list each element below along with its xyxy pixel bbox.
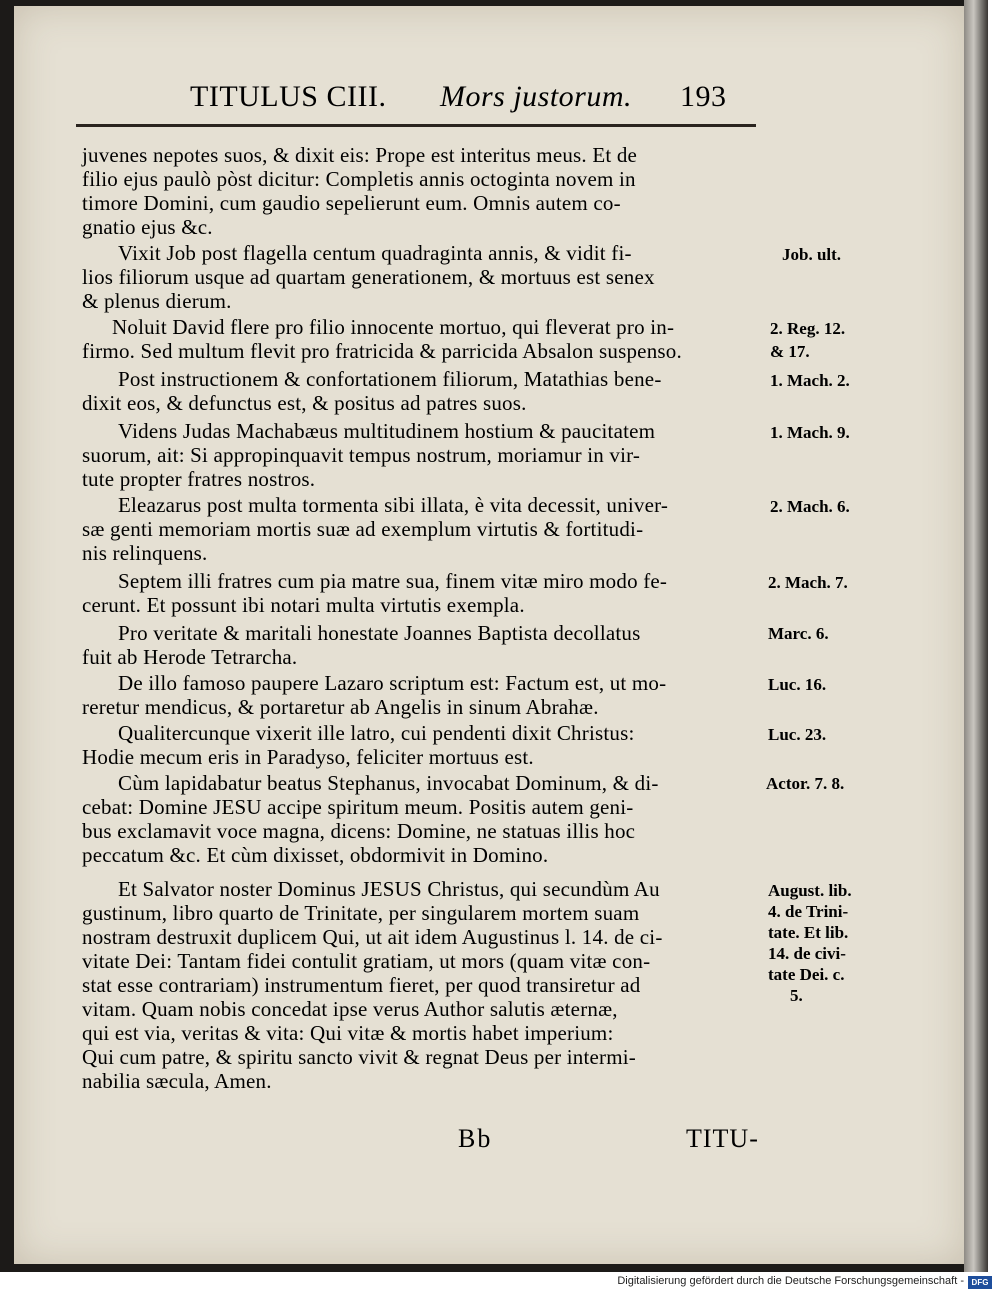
- margin-note: Actor. 7. 8.: [766, 774, 845, 793]
- text-line: juvenes nepotes suos, & dixit eis: Prope est interitus meus. Et de: [82, 143, 638, 167]
- page-number: 193: [680, 80, 727, 113]
- margin-note: 5.: [790, 986, 803, 1005]
- text-line: bus exclamavit voce magna, dicens: Domine, ne statuas illis hoc: [82, 819, 636, 843]
- text-line: sæ genti memoriam mortis suæ ad exemplum virtutis & fortitudi-: [82, 517, 644, 541]
- text-line: Septem illi fratres cum pia matre sua, finem vitæ miro modo fe-: [118, 569, 668, 593]
- text-line: filio ejus paulò pòst dicitur: Completis annis octoginta novem in: [82, 167, 636, 191]
- text-line: nis relinquens.: [82, 541, 208, 565]
- margin-note: 2. Reg. 12.: [770, 319, 846, 338]
- margin-note: August. lib.: [768, 881, 852, 900]
- digitization-credit: Digitalisierung gefördert durch die Deutsche Forschungsgemeinschaft -: [617, 1275, 964, 1287]
- text-line: tute propter fratres nostros.: [82, 467, 316, 491]
- text-line: Videns Judas Machabæus multitudinem hostium & paucitatem: [118, 419, 656, 443]
- dfg-logo-icon[interactable]: DFG: [968, 1276, 992, 1289]
- text-line: & plenus dierum.: [82, 289, 232, 313]
- margin-note: Luc. 23.: [768, 725, 827, 744]
- text-line: vitam. Quam nobis concedat ipse verus Author salutis æternæ,: [82, 997, 618, 1021]
- catchword: TITU-: [686, 1124, 759, 1153]
- text-line: reretur mendicus, & portaretur ab Angelis in sinum Abrahæ.: [82, 695, 599, 719]
- text-line: Vixit Job post flagella centum quadraginta annis, & vidit fi-: [118, 241, 632, 265]
- text-line: Hodie mecum eris in Paradyso, feliciter mortuus est.: [82, 745, 534, 769]
- margin-note: 1. Mach. 9.: [770, 423, 850, 442]
- margin-note: Job. ult.: [782, 245, 842, 264]
- running-header: [190, 80, 750, 124]
- text-line: nabilia sæcula, Amen.: [82, 1069, 272, 1093]
- margin-note: Luc. 16.: [768, 675, 827, 694]
- margin-note: Marc. 6.: [768, 624, 829, 643]
- text-line: dixit eos, & defunctus est, & positus ad patres suos.: [82, 391, 527, 415]
- text-line: De illo famoso paupere Lazaro scriptum est: Factum est, ut mo-: [118, 671, 667, 695]
- text-line: Cùm lapidabatur beatus Stephanus, invocabat Dominum, & di-: [118, 771, 659, 795]
- text-line: Eleazarus post multa tormenta sibi illata, è vita decessit, univer-: [118, 493, 669, 517]
- text-line: Et Salvator noster Dominus JESUS Christus, qui secundùm Au: [118, 877, 660, 901]
- text-line: cebat: Domine JESU accipe spiritum meum. Positis autem geni-: [82, 795, 634, 819]
- text-line: Qui cum patre, & spiritu sancto vivit & regnat Deus per intermi-: [82, 1045, 637, 1069]
- signature-mark: Bb: [458, 1124, 493, 1153]
- text-line: Noluit David flere pro filio innocente mortuo, qui fleverat pro in-: [112, 315, 675, 339]
- text-line: Pro veritate & maritali honestate Joannes Baptista decollatus: [118, 621, 641, 645]
- margin-note: 14. de civi-: [768, 944, 846, 963]
- text-line: vitate Dei: Tantam fidei contulit gratiam, ut mors (quam vitæ con-: [82, 949, 651, 973]
- margin-note: 1. Mach. 2.: [770, 371, 850, 390]
- text-line: gnatio ejus &c.: [82, 215, 213, 239]
- margin-note: & 17.: [770, 342, 810, 361]
- margin-note: 4. de Trini-: [768, 902, 849, 921]
- book-page-edge: [964, 0, 988, 1272]
- text-line: cerunt. Et possunt ibi notari multa virtutis exempla.: [82, 593, 525, 617]
- text-line: Post instructionem & confortationem filiorum, Matathias bene-: [118, 367, 662, 391]
- header-subtitle: Mors justorum.: [440, 80, 633, 113]
- text-line: nostram destruxit duplicem Qui, ut ait idem Augustinus l. 14. de ci-: [82, 925, 663, 949]
- text-line: firmo. Sed multum flevit pro fratricida & parricida Absalon suspenso.: [82, 339, 682, 363]
- text-line: qui est via, veritas & vita: Qui vitæ & mortis habet imperium:: [82, 1021, 614, 1045]
- text-line: lios filiorum usque ad quartam generationem, & mortuus est senex: [82, 265, 655, 289]
- header-title: TITULUS CIII.: [190, 80, 387, 113]
- margin-note: tate. Et lib.: [768, 923, 849, 942]
- text-line: Qualitercunque vixerit ille latro, cui pendenti dixit Christus:: [118, 721, 635, 745]
- text-line: stat esse contrariam) instrumentum fieret, per quod transiretur ad: [82, 973, 641, 997]
- text-line: fuit ab Herode Tetrarcha.: [82, 645, 298, 669]
- text-line: suorum, ait: Si appropinquavit tempus nostrum, moriamur in vir-: [82, 443, 641, 467]
- text-line: peccatum &c. Et cùm dixisset, obdormivit in Domino.: [82, 843, 549, 867]
- margin-note: tate Dei. c.: [768, 965, 845, 984]
- text-line: timore Domini, cum gaudio sepelierunt eum. Omnis autem co-: [82, 191, 621, 215]
- margin-note: 2. Mach. 7.: [768, 573, 848, 592]
- text-line: gustinum, libro quarto de Trinitate, per singularem mortem suam: [82, 901, 640, 925]
- header-rule: [76, 124, 756, 127]
- margin-note: 2. Mach. 6.: [770, 497, 850, 516]
